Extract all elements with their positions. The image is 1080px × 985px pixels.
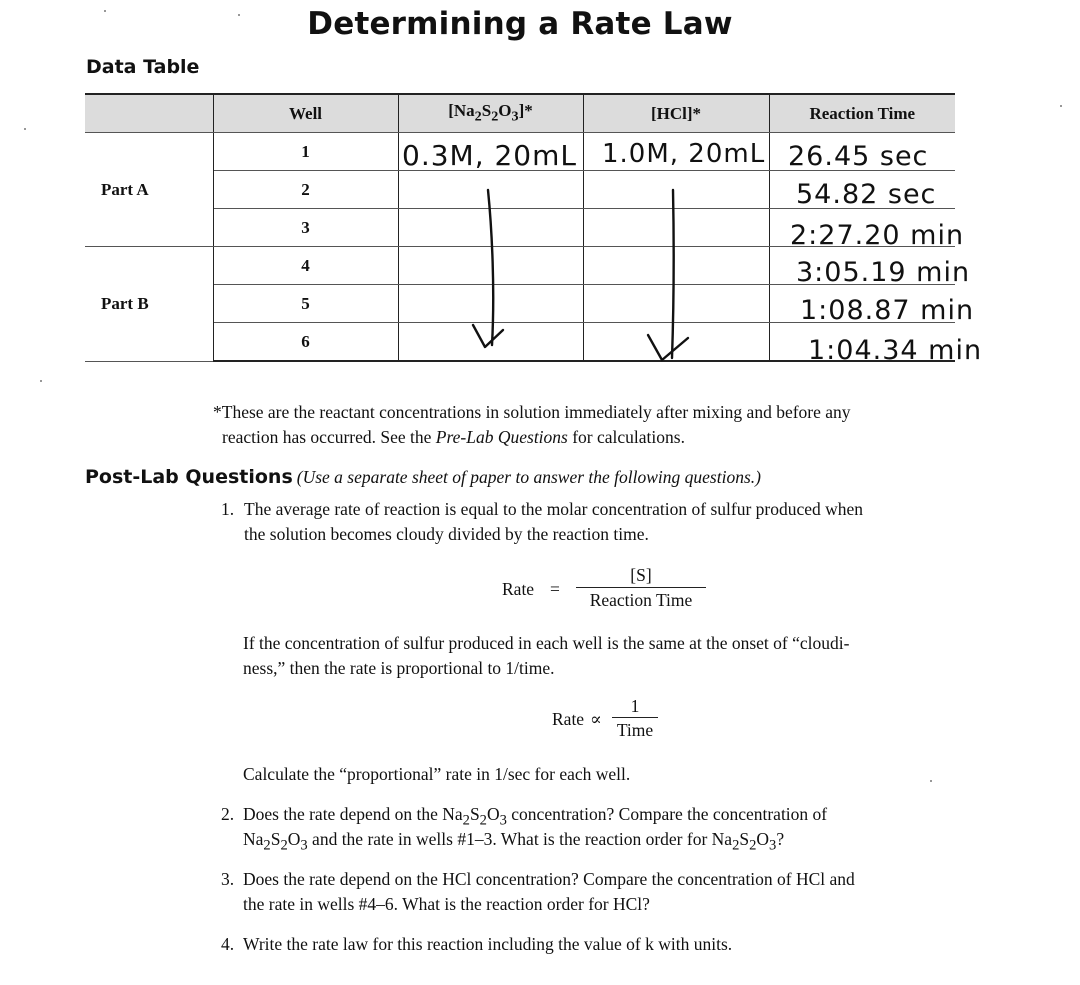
well-number: 2 bbox=[213, 171, 398, 209]
scan-speck bbox=[24, 128, 26, 130]
question-4-number: 4. bbox=[221, 934, 235, 954]
question-4-line-1: Write the rate law for this reaction including the value of k with units. bbox=[243, 934, 733, 954]
footnote-italic: Pre-Lab Questions bbox=[435, 427, 568, 447]
arrow-down-icon bbox=[488, 190, 493, 345]
header-na2s2o3: $[Na_2S_2O_3]*$ bbox=[398, 94, 583, 133]
well-number: 4 bbox=[213, 247, 398, 285]
scan-speck bbox=[1060, 105, 1062, 107]
scan-speck bbox=[238, 14, 240, 16]
eq1-lhs: Rate bbox=[502, 579, 535, 599]
handwritten-time-1: 26.45 sec bbox=[788, 141, 929, 172]
header-well: Well bbox=[213, 94, 398, 133]
handwritten-time-4: 3:05.19 min bbox=[796, 257, 971, 288]
footnote-line-2: reaction has occurred. See the Pre-Lab Questions for calculations. bbox=[222, 427, 685, 447]
question-3-line-2: the rate in wells #4–6. What is the reaction order for HCl? bbox=[243, 894, 650, 914]
well-number: 3 bbox=[213, 209, 398, 247]
question-2-number: 2. bbox=[221, 804, 235, 824]
post-lab-instruction: (Use a separate sheet of paper to answer the following questions.) bbox=[296, 467, 761, 487]
eq1-numerator: [S] bbox=[630, 565, 652, 585]
eq2-numerator: 1 bbox=[630, 696, 640, 716]
scan-speck bbox=[930, 780, 932, 782]
footnote-line-1: *These are the reactant concentrations in solution immediately after mixing and before any bbox=[213, 402, 851, 422]
post-lab-header bbox=[85, 466, 761, 488]
arrow-head bbox=[473, 325, 503, 347]
scan-speck bbox=[104, 10, 106, 12]
data-table-heading: Data Table bbox=[86, 56, 200, 78]
part-b-label: Part B bbox=[85, 247, 213, 362]
well-number: 5 bbox=[213, 285, 398, 323]
eq2-lhs: Rate bbox=[552, 709, 585, 729]
eq2-fraction bbox=[612, 695, 658, 742]
question-2-line-1: Does the rate depend on the $Na_2S_2O_3$ concentration? Compare the concentration of bbox=[243, 804, 828, 829]
scan-speck bbox=[40, 380, 42, 382]
question-3-number: 3. bbox=[221, 869, 235, 889]
handwritten-time-3: 2:27.20 min bbox=[790, 220, 965, 251]
question-1-line-2: the solution becomes cloudy divided by the reaction time. bbox=[244, 524, 649, 544]
eq1-fraction bbox=[576, 563, 706, 612]
handwritten-time-5: 1:08.87 min bbox=[800, 295, 975, 326]
post-lab-heading: Post-Lab Questions bbox=[85, 466, 293, 488]
well-number: 6 bbox=[213, 323, 398, 362]
handwritten-time-6: 1:04.34 min bbox=[808, 335, 983, 366]
page-title: Determining a Rate Law bbox=[307, 6, 733, 42]
question-1-number: 1. bbox=[221, 499, 235, 519]
question-3-line-1: Does the rate depend on the HCl concentration? Compare the concentration of HCl and bbox=[243, 869, 855, 889]
proportional-icon: ∝ bbox=[590, 709, 602, 729]
part-a-label: Part A bbox=[85, 133, 213, 247]
question-1-para-1: If the concentration of sulfur produced in each well is the same at the onset of “cloudi- bbox=[243, 633, 850, 653]
question-1-calc: Calculate the “proportional” rate in 1/sec for each well. bbox=[243, 764, 631, 784]
question-2-line-2: $Na_2S_2O_3$ and the rate in wells #1–3. What is the reaction order for $Na_2S_2O_3$? bbox=[243, 829, 785, 854]
handwritten-time-2: 54.82 sec bbox=[796, 179, 937, 210]
well-number: 1 bbox=[213, 133, 398, 171]
eq2-denominator: Time bbox=[612, 717, 658, 742]
handwritten-hcl: 1.0M, 20mL bbox=[602, 139, 766, 169]
header-hcl: [HCl]* bbox=[583, 94, 769, 133]
question-1-line-1: The average rate of reaction is equal to the molar concentration of sulfur produced when bbox=[244, 499, 864, 519]
header-reaction-time: Reaction Time bbox=[769, 94, 955, 133]
eq1-equals: = bbox=[550, 579, 560, 599]
arrow-head bbox=[648, 335, 688, 360]
question-1-para-2: ness,” then the rate is proportional to 1/time. bbox=[243, 658, 555, 678]
handwritten-na2s2o3: 0.3M, 20mL bbox=[402, 139, 577, 172]
arrow-down-icon bbox=[672, 190, 674, 358]
eq1-denominator: Reaction Time bbox=[576, 587, 706, 612]
